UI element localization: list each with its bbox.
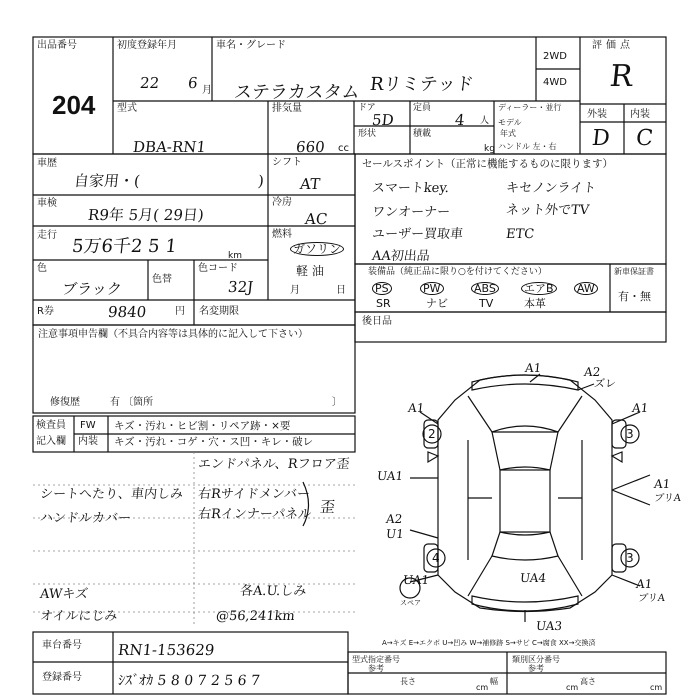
damage-mark: UA1 bbox=[376, 469, 404, 483]
ref-label: 参考 bbox=[368, 664, 384, 673]
repair-close: 〕 bbox=[332, 397, 342, 408]
shaken-value: R9年 5月( 29日) bbox=[87, 206, 205, 224]
interior-row-label: 内装 bbox=[78, 436, 98, 447]
damage-mark: A1 bbox=[635, 577, 654, 591]
damage-mark: UA3 bbox=[535, 619, 563, 633]
damage-mark: ブリA bbox=[653, 493, 682, 504]
fuel-gasoline: ガソリン bbox=[290, 242, 344, 256]
fw-label: FW bbox=[80, 420, 96, 431]
note-line: 右Rサイドメンバー bbox=[197, 487, 311, 502]
width-unit: cm bbox=[566, 683, 579, 692]
displacement-value: 660 bbox=[295, 138, 326, 156]
interior-score: C bbox=[634, 126, 655, 151]
displacement-label: 排気量 bbox=[272, 103, 302, 114]
doors-label: ドア bbox=[358, 103, 376, 113]
bracket-note: 歪 bbox=[319, 498, 337, 516]
chassis-label: 車台番号 bbox=[42, 640, 82, 651]
damage-mark: 2 bbox=[428, 427, 436, 441]
damage-mark: A1 bbox=[631, 401, 650, 415]
displacement-unit: cc bbox=[338, 143, 349, 154]
damage-mark: UA1 bbox=[402, 573, 430, 587]
warranty-value: 有・無 bbox=[618, 290, 651, 303]
equip-aw: AW bbox=[574, 282, 598, 295]
color-change-label: 色替 bbox=[152, 274, 172, 285]
exterior-score: D bbox=[590, 126, 612, 151]
equip-abs: ABS bbox=[471, 282, 499, 295]
damage-mark: 3 bbox=[626, 551, 634, 565]
equip-airbag: エアB bbox=[521, 282, 557, 295]
shaken-label: 車検 bbox=[37, 198, 57, 209]
damage-mark: U1 bbox=[385, 527, 405, 541]
mileage-label: 走行 bbox=[37, 230, 57, 241]
exterior-label: 外装 bbox=[587, 109, 607, 120]
shape-label: 形状 bbox=[358, 129, 377, 139]
capacity-value: 4 bbox=[454, 111, 466, 129]
damage-mark: A2 bbox=[385, 512, 404, 526]
spare-label: スペア bbox=[400, 599, 421, 607]
interior-label: 内装 bbox=[630, 109, 650, 120]
history-close: ) bbox=[257, 172, 265, 190]
lot-number: 204 bbox=[52, 90, 96, 120]
sales-point: キセノンライト bbox=[505, 181, 597, 196]
inspector-row1: キズ・汚れ・ヒビ割・リペア跡・×要 bbox=[114, 420, 291, 432]
color-code-label: 色コード bbox=[198, 263, 238, 274]
damage-mark: A1 bbox=[407, 401, 426, 415]
fuel-light-oil: 軽 油 bbox=[296, 264, 324, 278]
damage-mark: A1 bbox=[653, 477, 672, 491]
color-label: 色 bbox=[37, 263, 47, 274]
sales-points-title: セールスポイント（正常に機能するものに限ります） bbox=[362, 158, 614, 170]
type-label: 型式 bbox=[117, 103, 137, 114]
category-label: 類別区分番号 bbox=[512, 655, 560, 664]
type-designation-label: 型式指定番号 bbox=[352, 655, 400, 664]
model-name: ステラカスタム bbox=[232, 82, 361, 103]
first-reg-month: 6 bbox=[187, 74, 199, 92]
inspector-row2: キズ・汚れ・コゲ・穴・ス凹・キレ・破レ bbox=[114, 436, 314, 448]
bracket-mark bbox=[300, 480, 320, 530]
damage-mark: A2 bbox=[583, 365, 602, 379]
first-reg-label: 初度登録年月 bbox=[117, 40, 177, 51]
color-value: ブラック bbox=[61, 280, 123, 298]
color-code-value: 32J bbox=[227, 278, 255, 296]
model-year-label: 年式 bbox=[500, 129, 516, 138]
sales-point: ワンオーナー bbox=[371, 205, 451, 220]
model-label: 車名・グレード bbox=[216, 40, 286, 51]
recycle-label: R券 bbox=[37, 306, 54, 317]
damage-mark: A1 bbox=[524, 361, 543, 375]
recycle-value: 9840 bbox=[107, 303, 148, 321]
caution-label: 注意事項申告欄（不具合内容等は具体的に記入して下さい） bbox=[38, 329, 308, 340]
note-line: @56,241km bbox=[215, 609, 296, 624]
note-line: ハンドルカバー bbox=[39, 511, 132, 526]
history-value: 自家用・( bbox=[73, 172, 141, 190]
note-line: オイルにじみ bbox=[39, 609, 119, 624]
first-reg-year: 22 bbox=[139, 74, 161, 92]
equip-pw: PW bbox=[420, 282, 444, 295]
history-label: 車歴 bbox=[37, 158, 57, 169]
height-unit: cm bbox=[650, 683, 663, 692]
recycle-unit: 円 bbox=[175, 306, 185, 317]
equip-ps: PS bbox=[372, 282, 392, 295]
damage-mark: ズレ bbox=[593, 377, 617, 390]
aircon-value: AC bbox=[304, 210, 329, 228]
mileage-unit: km bbox=[228, 251, 242, 261]
aircon-label: 冷房 bbox=[272, 197, 292, 208]
entry-label: 記入欄 bbox=[36, 436, 66, 447]
sales-point: AA初出品 bbox=[371, 249, 431, 264]
capacity-label: 定員 bbox=[413, 103, 432, 113]
drive-4wd: 4WD bbox=[543, 77, 567, 88]
drive-2wd: 2WD bbox=[543, 51, 567, 62]
repair-label: 修復歴 bbox=[50, 397, 80, 408]
dealer-label: ディーラー・並行 bbox=[498, 103, 562, 112]
equip-leather: 本革 bbox=[524, 297, 546, 310]
chassis-value: RN1-153629 bbox=[117, 641, 216, 659]
equipment-title: 装備品（純正品に限り○を付けてください） bbox=[368, 267, 547, 277]
sales-point: スマートkey. bbox=[371, 181, 450, 196]
sales-point: ユーザー買取車 bbox=[371, 227, 464, 242]
note-line: 各A.U.しみ bbox=[239, 584, 308, 599]
load-unit: kg bbox=[484, 144, 495, 154]
equip-navi: ナビ bbox=[426, 297, 448, 310]
ref-label: 参考 bbox=[528, 664, 544, 673]
score-value: R bbox=[608, 59, 635, 94]
type-value: DBA-RN1 bbox=[132, 138, 207, 156]
fuel-label: 燃料 bbox=[272, 229, 292, 240]
damage-mark: UA4 bbox=[519, 571, 547, 585]
shift-label: シフト bbox=[272, 157, 302, 168]
model-label2: モデル bbox=[498, 118, 522, 127]
note-line: AWキズ bbox=[39, 587, 89, 602]
name-change-day: 日 bbox=[336, 285, 346, 296]
note-line: エンドパネル、Rフロア歪 bbox=[197, 457, 351, 472]
equip-sr: SR bbox=[376, 297, 391, 310]
rear-item-label: 後日品 bbox=[362, 316, 392, 327]
sales-point: ETC bbox=[505, 227, 535, 242]
capacity-unit: 人 bbox=[480, 116, 490, 126]
length-unit: cm bbox=[476, 683, 489, 692]
height-label: 高さ bbox=[580, 677, 596, 686]
reg-value: ｼｽﾞｵｶ 5 8 0 7 2 5 6 7 bbox=[117, 673, 261, 689]
length-label: 長さ bbox=[400, 677, 416, 686]
damage-legend: A→キズ E→エクボ U→凹み W→補修跡 S→サビ C→腐食 XX→交換済 bbox=[382, 639, 596, 647]
name-change-label: 名変期限 bbox=[199, 306, 239, 317]
damage-mark: 3 bbox=[626, 427, 634, 441]
inspector-label: 検査員 bbox=[36, 420, 66, 431]
repair-value: 有 〔箇所 bbox=[110, 397, 154, 408]
width-label: 幅 bbox=[490, 677, 498, 686]
load-label: 積載 bbox=[413, 129, 432, 139]
mileage-value: 5万6千2 5 1 bbox=[70, 236, 178, 257]
month-unit: 月 bbox=[202, 85, 212, 96]
damage-mark: 4 bbox=[432, 551, 440, 565]
sales-point: ネット外でTV bbox=[505, 203, 590, 218]
doors-value: 5D bbox=[371, 111, 395, 129]
grade: Rリミテッド bbox=[368, 74, 475, 95]
warranty-label: 新車保証書 bbox=[614, 267, 654, 276]
name-change-month: 月 bbox=[290, 285, 300, 296]
damage-mark: ブリA bbox=[637, 593, 666, 604]
handle-label: ハンドル 左・右 bbox=[498, 142, 557, 151]
lot-label: 出品番号 bbox=[37, 40, 77, 51]
note-line: 右Rインナーパネル bbox=[197, 507, 312, 522]
reg-label: 登録番号 bbox=[42, 672, 82, 683]
shift-value: AT bbox=[299, 175, 322, 193]
score-label: 評価点 bbox=[592, 40, 634, 51]
equip-tv: TV bbox=[479, 297, 494, 310]
note-line: シートへたり、車内しみ bbox=[39, 487, 184, 502]
